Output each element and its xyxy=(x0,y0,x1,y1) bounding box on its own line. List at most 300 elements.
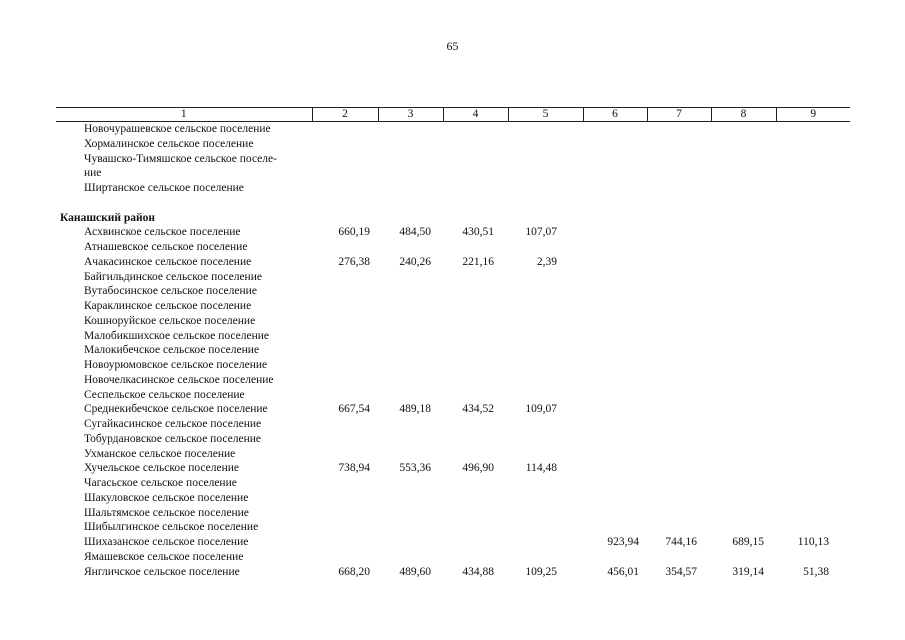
cell-col-7 xyxy=(647,152,711,167)
cell-col-2 xyxy=(312,520,378,535)
cell-col-8 xyxy=(711,196,776,211)
cell-col-9 xyxy=(776,550,850,565)
cell-col-9: 110,13 xyxy=(797,536,829,548)
cell-col-6 xyxy=(583,461,647,476)
cell-col-9 xyxy=(776,358,850,373)
cell-col-3 xyxy=(378,299,443,314)
cell-col-2 xyxy=(312,137,378,152)
cell-col-6 xyxy=(583,255,647,270)
cell-col-7 xyxy=(647,240,711,255)
cell-col-3 xyxy=(378,388,443,403)
settlement-name: Караклинское сельское поселение xyxy=(84,300,252,312)
cell-col-4 xyxy=(443,535,508,550)
cell-col-4: 430,51 xyxy=(462,226,494,239)
cell-col-6 xyxy=(583,152,647,167)
cell-col-9 xyxy=(776,417,850,432)
cell-col-3 xyxy=(378,166,443,181)
cell-col-4 xyxy=(443,299,508,314)
settlement-name: Малобикшихское сельское поселение xyxy=(84,329,270,342)
settlement-name: Атнашевское сельское поселение xyxy=(84,241,248,253)
cell-col-2 xyxy=(312,550,378,565)
cell-col-3 xyxy=(378,550,443,565)
table-row xyxy=(56,329,850,344)
table-row xyxy=(56,358,850,373)
cell-col-2 xyxy=(312,196,378,211)
district-name: Канашский район xyxy=(60,211,156,224)
cell-col-4 xyxy=(443,520,508,535)
cell-col-4: 221,16 xyxy=(462,255,494,268)
cell-col-7 xyxy=(647,520,711,535)
settlement-name: Вутабосинское сельское поселение xyxy=(84,285,257,298)
cell-col-3 xyxy=(378,181,443,196)
cell-col-9 xyxy=(776,329,850,344)
cell-col-5 xyxy=(508,343,583,358)
settlement-name: Ухманское сельское поселение xyxy=(84,447,236,460)
settlement-name: Хучельское сельское поселение xyxy=(84,462,239,475)
cell-col-6 xyxy=(583,166,647,181)
cell-col-7 xyxy=(647,284,711,299)
cell-col-9 xyxy=(776,343,850,358)
cell-col-2 xyxy=(312,447,378,462)
cell-col-3: 553,36 xyxy=(399,462,431,475)
cell-col-9 xyxy=(776,491,850,506)
cell-col-5 xyxy=(508,284,583,299)
column-header-8: 8 xyxy=(711,108,776,122)
cell-col-7 xyxy=(647,491,711,506)
column-header-9: 9 xyxy=(776,108,850,122)
settlement-name: Асхвинское сельское поселение xyxy=(84,226,241,239)
settlement-name: Хормалинское сельское поселение xyxy=(84,137,254,150)
settlement-name: Шихазанское сельское поселение xyxy=(84,536,249,548)
cell-col-7 xyxy=(647,299,711,314)
cell-col-4 xyxy=(443,388,508,403)
table-row xyxy=(56,417,850,432)
cell-col-4 xyxy=(443,550,508,565)
cell-col-5 xyxy=(508,417,583,432)
cell-col-9 xyxy=(776,476,850,491)
table-row xyxy=(56,373,850,388)
table-row xyxy=(56,299,850,314)
cell-col-8 xyxy=(711,520,776,535)
cell-col-8 xyxy=(711,166,776,181)
table-row xyxy=(56,196,850,211)
cell-col-7 xyxy=(647,461,711,476)
cell-col-2 xyxy=(312,535,378,550)
column-header-2: 2 xyxy=(312,108,378,122)
cell-col-6 xyxy=(583,402,647,417)
cell-col-5 xyxy=(508,491,583,506)
cell-col-8 xyxy=(711,358,776,373)
cell-col-6 xyxy=(583,211,647,226)
cell-col-2 xyxy=(312,417,378,432)
cell-col-4 xyxy=(443,122,508,137)
cell-col-6 xyxy=(583,270,647,285)
cell-col-6 xyxy=(583,122,647,137)
cell-col-4 xyxy=(443,211,508,226)
cell-col-9 xyxy=(776,373,850,388)
table-row xyxy=(56,166,850,181)
cell-col-3 xyxy=(378,122,443,137)
cell-col-7 xyxy=(647,550,711,565)
cell-col-2 xyxy=(312,299,378,314)
cell-col-7 xyxy=(647,255,711,270)
settlement-name: Новочелкасинское сельское поселение xyxy=(84,373,274,386)
cell-col-3 xyxy=(378,314,443,329)
cell-col-6 xyxy=(583,388,647,403)
cell-col-5 xyxy=(508,314,583,329)
cell-col-9 xyxy=(776,447,850,462)
cell-col-7 xyxy=(647,343,711,358)
cell-col-7 xyxy=(647,314,711,329)
column-header-1: 1 xyxy=(56,108,312,122)
cell-col-6 xyxy=(583,225,647,240)
table-row xyxy=(56,432,850,447)
cell-col-3 xyxy=(378,152,443,167)
cell-col-2 xyxy=(312,166,378,181)
cell-col-3: 484,50 xyxy=(399,226,431,239)
cell-col-6 xyxy=(583,550,647,565)
cell-col-2 xyxy=(312,284,378,299)
cell-col-6 xyxy=(583,476,647,491)
cell-col-7: 744,16 xyxy=(665,536,697,548)
settlement-name: Сугайкасинское сельское поселение xyxy=(84,418,262,430)
cell-col-5 xyxy=(508,181,583,196)
cell-col-3 xyxy=(378,329,443,344)
table-row xyxy=(56,152,850,167)
cell-col-9 xyxy=(776,520,850,535)
table-row xyxy=(56,506,850,521)
table-body xyxy=(56,122,850,580)
cell-col-8 xyxy=(711,284,776,299)
cell-col-9 xyxy=(776,506,850,521)
cell-col-6 xyxy=(583,343,647,358)
cell-col-2 xyxy=(312,122,378,137)
table-row xyxy=(56,535,850,550)
cell-col-4 xyxy=(443,491,508,506)
cell-col-5 xyxy=(508,196,583,211)
cell-col-3 xyxy=(378,447,443,462)
cell-col-2 xyxy=(312,476,378,491)
cell-col-9 xyxy=(776,181,850,196)
table-row xyxy=(56,343,850,358)
cell-col-3 xyxy=(378,343,443,358)
cell-col-2 xyxy=(312,329,378,344)
cell-col-7 xyxy=(647,166,711,181)
cell-col-9 xyxy=(776,225,850,240)
cell-col-5 xyxy=(508,122,583,137)
cell-col-8 xyxy=(711,447,776,462)
cell-col-8 xyxy=(711,225,776,240)
column-header-4: 4 xyxy=(443,108,508,122)
settlement-name: Новоурюмовское сельское поселение xyxy=(84,359,268,371)
cell-col-5: 114,48 xyxy=(525,462,557,475)
cell-col-9 xyxy=(776,299,850,314)
cell-col-9 xyxy=(776,402,850,417)
cell-col-6 xyxy=(583,506,647,521)
cell-col-6 xyxy=(583,447,647,462)
cell-col-2 xyxy=(312,240,378,255)
table-row xyxy=(56,270,850,285)
cell-col-6 xyxy=(583,314,647,329)
cell-col-8 xyxy=(711,476,776,491)
cell-col-6 xyxy=(583,240,647,255)
table-row xyxy=(56,284,850,299)
table-row xyxy=(56,255,850,270)
cell-col-5 xyxy=(508,211,583,226)
cell-col-8 xyxy=(711,211,776,226)
settlement-name: Шакуловское сельское поселение xyxy=(84,491,249,504)
cell-col-6: 456,01 xyxy=(607,565,639,578)
cell-col-3 xyxy=(378,137,443,152)
cell-col-4 xyxy=(443,137,508,152)
settlement-name: Янгличское сельское поселение xyxy=(84,565,240,578)
cell-col-7: 354,57 xyxy=(665,565,697,578)
cell-col-3 xyxy=(378,284,443,299)
cell-col-9 xyxy=(776,122,850,137)
cell-col-5 xyxy=(508,550,583,565)
cell-col-4 xyxy=(443,152,508,167)
cell-col-7 xyxy=(647,402,711,417)
cell-col-4 xyxy=(443,240,508,255)
cell-col-3: 489,60 xyxy=(399,565,431,578)
cell-col-3 xyxy=(378,535,443,550)
column-header-5: 5 xyxy=(508,108,583,122)
cell-col-5 xyxy=(508,373,583,388)
cell-col-7 xyxy=(647,432,711,447)
cell-col-2 xyxy=(312,152,378,167)
district-row xyxy=(56,211,850,226)
cell-col-9 xyxy=(776,284,850,299)
cell-col-8 xyxy=(711,181,776,196)
cell-col-3 xyxy=(378,270,443,285)
cell-col-5 xyxy=(508,447,583,462)
cell-col-7 xyxy=(647,270,711,285)
cell-col-3 xyxy=(378,240,443,255)
cell-col-5 xyxy=(508,358,583,373)
cell-col-3: 240,26 xyxy=(399,255,431,268)
table-row xyxy=(56,388,850,403)
table-row xyxy=(56,447,850,462)
cell-col-2 xyxy=(312,270,378,285)
table-row xyxy=(56,476,850,491)
table-row xyxy=(56,550,850,565)
cell-col-3 xyxy=(378,196,443,211)
cell-col-7 xyxy=(647,358,711,373)
cell-col-9 xyxy=(776,137,850,152)
cell-col-2 xyxy=(312,506,378,521)
cell-col-6 xyxy=(583,432,647,447)
cell-col-3 xyxy=(378,417,443,432)
cell-col-6 xyxy=(583,373,647,388)
cell-col-8 xyxy=(711,255,776,270)
cell-col-4 xyxy=(443,329,508,344)
cell-col-6: 923,94 xyxy=(607,536,639,548)
cell-col-8: 319,14 xyxy=(732,565,764,578)
cell-col-7 xyxy=(647,388,711,403)
cell-col-2 xyxy=(312,388,378,403)
cell-col-9 xyxy=(776,211,850,226)
cell-col-8 xyxy=(711,491,776,506)
settlement-name: Чувашско-Тимяшское сельское поселе- xyxy=(84,152,277,165)
settlement-name: Сеспельское сельское поселение xyxy=(84,388,245,401)
cell-col-6 xyxy=(583,520,647,535)
cell-col-7 xyxy=(647,122,711,137)
settlement-name: Новочурашевское сельское поселение xyxy=(84,123,271,135)
cell-col-8 xyxy=(711,461,776,476)
settlement-name: Ширтанское сельское поселение xyxy=(84,182,244,194)
cell-col-6 xyxy=(583,284,647,299)
settlement-name: Малокибечское сельское поселение xyxy=(84,344,260,357)
cell-col-7 xyxy=(647,447,711,462)
cell-col-7 xyxy=(647,196,711,211)
cell-col-6 xyxy=(583,196,647,211)
cell-col-2 xyxy=(312,373,378,388)
cell-col-9 xyxy=(776,314,850,329)
cell-col-8: 689,15 xyxy=(732,536,764,548)
cell-col-4 xyxy=(443,343,508,358)
cell-col-5 xyxy=(508,432,583,447)
cell-col-4 xyxy=(443,417,508,432)
cell-col-8 xyxy=(711,270,776,285)
header-row xyxy=(56,108,850,122)
cell-col-4 xyxy=(443,196,508,211)
cell-col-5 xyxy=(508,166,583,181)
cell-col-4: 434,52 xyxy=(462,403,494,416)
cell-col-8 xyxy=(711,152,776,167)
cell-col-8 xyxy=(711,122,776,137)
cell-col-7 xyxy=(647,211,711,226)
settlement-name xyxy=(56,196,312,211)
cell-col-8 xyxy=(711,137,776,152)
cell-col-2 xyxy=(312,358,378,373)
cell-col-2 xyxy=(312,491,378,506)
cell-col-6 xyxy=(583,417,647,432)
cell-col-3 xyxy=(378,373,443,388)
cell-col-9 xyxy=(776,270,850,285)
page-number: 65 xyxy=(446,39,459,53)
settlement-name: Шибылгинское сельское поселение xyxy=(84,521,259,534)
table-row xyxy=(56,137,850,152)
cell-col-7 xyxy=(647,181,711,196)
cell-col-3 xyxy=(378,358,443,373)
column-header-3: 3 xyxy=(378,108,443,122)
cell-col-4 xyxy=(443,373,508,388)
cell-col-9 xyxy=(776,166,850,181)
cell-col-3 xyxy=(378,520,443,535)
cell-col-8 xyxy=(711,329,776,344)
settlement-name: Ачакасинское сельское поселение xyxy=(84,255,252,268)
cell-col-4 xyxy=(443,181,508,196)
cell-col-2: 276,38 xyxy=(338,255,370,268)
cell-col-7 xyxy=(647,329,711,344)
cell-col-7 xyxy=(647,137,711,152)
column-header-6: 6 xyxy=(583,108,647,122)
cell-col-4 xyxy=(443,506,508,521)
table-row xyxy=(56,240,850,255)
table-header xyxy=(56,108,850,122)
cell-col-9 xyxy=(776,152,850,167)
table-row xyxy=(56,122,850,137)
cell-col-8 xyxy=(711,373,776,388)
cell-col-7 xyxy=(647,373,711,388)
cell-col-9 xyxy=(776,240,850,255)
cell-col-5: 109,25 xyxy=(525,565,557,578)
cell-col-9: 51,38 xyxy=(803,565,829,578)
cell-col-2: 738,94 xyxy=(338,462,370,475)
cell-col-6 xyxy=(583,137,647,152)
cell-col-4: 496,90 xyxy=(462,462,494,475)
cell-col-2: 667,54 xyxy=(338,403,370,416)
cell-col-2 xyxy=(312,432,378,447)
cell-col-4 xyxy=(443,358,508,373)
cell-col-4 xyxy=(443,432,508,447)
cell-col-5: 2,39 xyxy=(536,255,557,268)
cell-col-6 xyxy=(583,329,647,344)
table-row xyxy=(56,461,850,476)
cell-col-5 xyxy=(508,329,583,344)
cell-col-4 xyxy=(443,314,508,329)
cell-col-5 xyxy=(508,520,583,535)
cell-col-2: 660,19 xyxy=(338,226,370,239)
cell-col-3 xyxy=(378,211,443,226)
cell-col-3 xyxy=(378,491,443,506)
cell-col-5 xyxy=(508,535,583,550)
cell-col-6 xyxy=(583,181,647,196)
cell-col-4 xyxy=(443,476,508,491)
settlement-name: Ямашевское сельское поселение xyxy=(84,550,244,563)
settlement-name: ние xyxy=(84,167,102,180)
cell-col-7 xyxy=(647,225,711,240)
settlement-name: Кошноруйское сельское поселение xyxy=(84,314,256,327)
column-header-7: 7 xyxy=(647,108,711,122)
table-row xyxy=(56,225,850,240)
settlement-name: Тобурдановское сельское поселение xyxy=(84,432,261,445)
data-table xyxy=(56,107,850,579)
cell-col-5: 107,07 xyxy=(525,226,557,239)
cell-col-9 xyxy=(776,388,850,403)
cell-col-3 xyxy=(378,476,443,491)
cell-col-5 xyxy=(508,240,583,255)
cell-col-8 xyxy=(711,343,776,358)
cell-col-4 xyxy=(443,166,508,181)
cell-col-7 xyxy=(647,417,711,432)
cell-col-8 xyxy=(711,388,776,403)
cell-col-5 xyxy=(508,270,583,285)
settlement-name: Среднекибечское сельское поселение xyxy=(84,403,268,416)
cell-col-8 xyxy=(711,417,776,432)
cell-col-9 xyxy=(776,432,850,447)
cell-col-4 xyxy=(443,284,508,299)
cell-col-5 xyxy=(508,299,583,314)
cell-col-2 xyxy=(312,181,378,196)
cell-col-9 xyxy=(776,196,850,211)
cell-col-8 xyxy=(711,432,776,447)
cell-col-4 xyxy=(443,270,508,285)
cell-col-3 xyxy=(378,506,443,521)
cell-col-9 xyxy=(776,461,850,476)
cell-col-2 xyxy=(312,211,378,226)
cell-col-4: 434,88 xyxy=(462,565,494,578)
cell-col-5: 109,07 xyxy=(525,403,557,416)
cell-col-8 xyxy=(711,402,776,417)
cell-col-2 xyxy=(312,314,378,329)
cell-col-8 xyxy=(711,240,776,255)
cell-col-2 xyxy=(312,343,378,358)
cell-col-8 xyxy=(711,314,776,329)
table-row xyxy=(56,314,850,329)
cell-col-5 xyxy=(508,506,583,521)
cell-col-8 xyxy=(711,506,776,521)
